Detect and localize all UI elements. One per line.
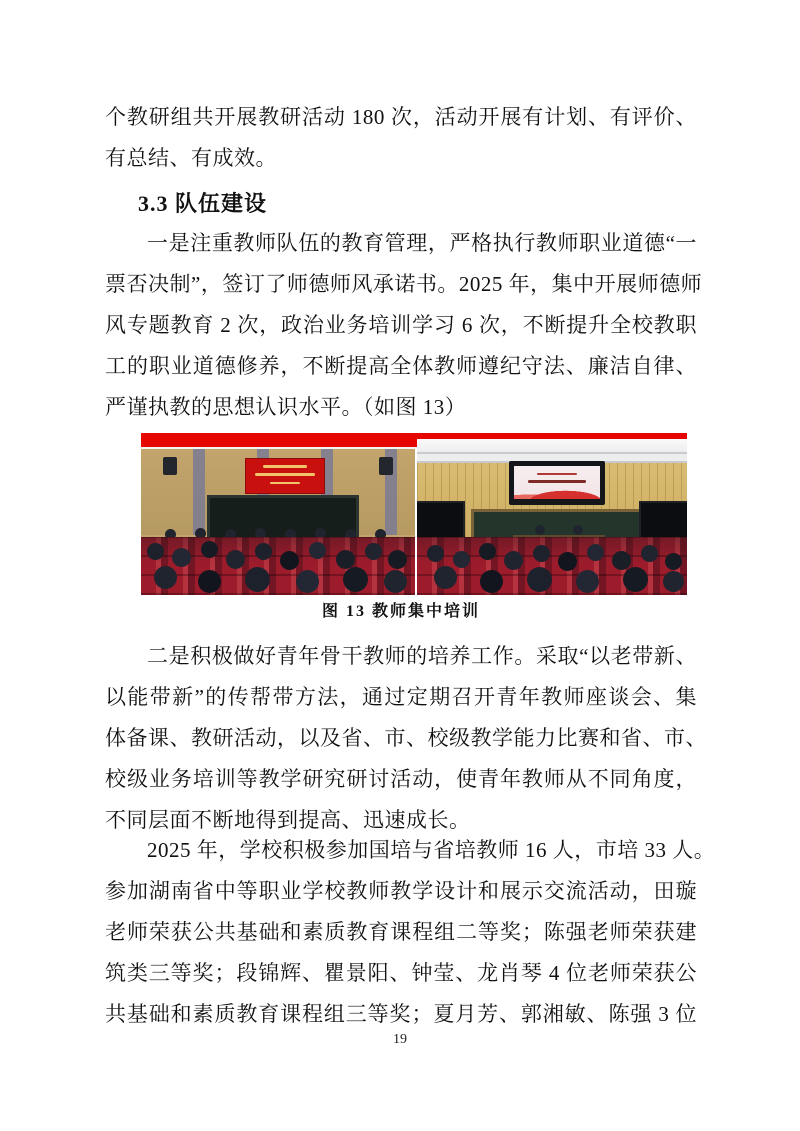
audience-heads xyxy=(417,439,430,452)
photo-left-training-hall xyxy=(141,433,415,595)
section-heading: 3.3 队伍建设 xyxy=(138,191,268,216)
text-line: 老师荣获公共基础和素质教育课程组二等奖；陈强老师荣获建 xyxy=(105,920,697,944)
red-banner xyxy=(141,433,415,447)
display-screen xyxy=(509,461,605,505)
text-line: 共基础和素质教育课程组三等奖；夏月芳、郭湘敏、陈强 3 位 xyxy=(105,1002,697,1026)
paragraph xyxy=(105,830,716,1035)
audience-seats xyxy=(141,537,415,595)
wall-speaker-icon xyxy=(379,457,393,475)
text-line: 参加湖南省中等职业学校教师教学设计和展示交流活动，田璇 xyxy=(105,879,697,903)
text-line: 筑类三等奖；段锦辉、瞿景阳、钟莹、龙肖琴 4 位老师荣获公 xyxy=(105,961,697,985)
page-number: 19 xyxy=(393,1032,407,1047)
text-line: 有总结、有成效。 xyxy=(105,146,277,170)
text-line: 不同层面不断地得到提高、迅速成长。 xyxy=(105,808,471,832)
text-line: 以能带新”的传帮带方法，通过定期召开青年教师座谈会、集 xyxy=(105,685,697,709)
figure-caption: 图 13 教师集中培训 xyxy=(321,603,480,620)
text-line: 风专题教育 2 次，政治业务培训学习 6 次，不断提升全校教职 xyxy=(105,313,697,337)
figure-13-teacher-training xyxy=(141,433,687,595)
paragraph xyxy=(105,97,697,179)
slide-on-screen xyxy=(514,466,600,499)
paragraph xyxy=(105,636,707,841)
audience-heads xyxy=(141,433,154,446)
section-heading-container xyxy=(105,183,697,224)
text-line: 严谨执教的思想认识水平。（如图 13） xyxy=(105,395,467,419)
text-line: 票否决制”，签订了师德师风承诺书。2025 年，集中开展师德师 xyxy=(105,272,703,296)
text-line: 一是注重教师队伍的教育管理，严格执行教师职业道德“一 xyxy=(147,231,697,255)
ceiling xyxy=(417,439,687,463)
photo-right-training-hall xyxy=(417,439,687,595)
paragraph xyxy=(105,223,703,428)
text-line: 个教研组共开展教研活动 180 次，活动开展有计划、有评价、 xyxy=(105,105,697,129)
text-line: 体备课、教研活动，以及省、市、校级教学能力比赛和省、市、 xyxy=(105,726,707,750)
red-projection-screen xyxy=(245,458,325,494)
audience-seats xyxy=(417,537,687,595)
text-line: 2025 年，学校积极参加国培与省培教师 16 人，市培 33 人。 xyxy=(147,838,716,862)
text-line: 工的职业道德修养，不断提高全体教师遵纪守法、廉洁自律、 xyxy=(105,354,697,378)
text-line: 二是积极做好青年骨干教师的培养工作。采取“以老带新、 xyxy=(147,644,697,668)
text-line: 校级业务培训等教学研究研讨活动，使青年教师从不同角度， xyxy=(105,767,697,791)
wall-speaker-icon xyxy=(163,457,177,475)
